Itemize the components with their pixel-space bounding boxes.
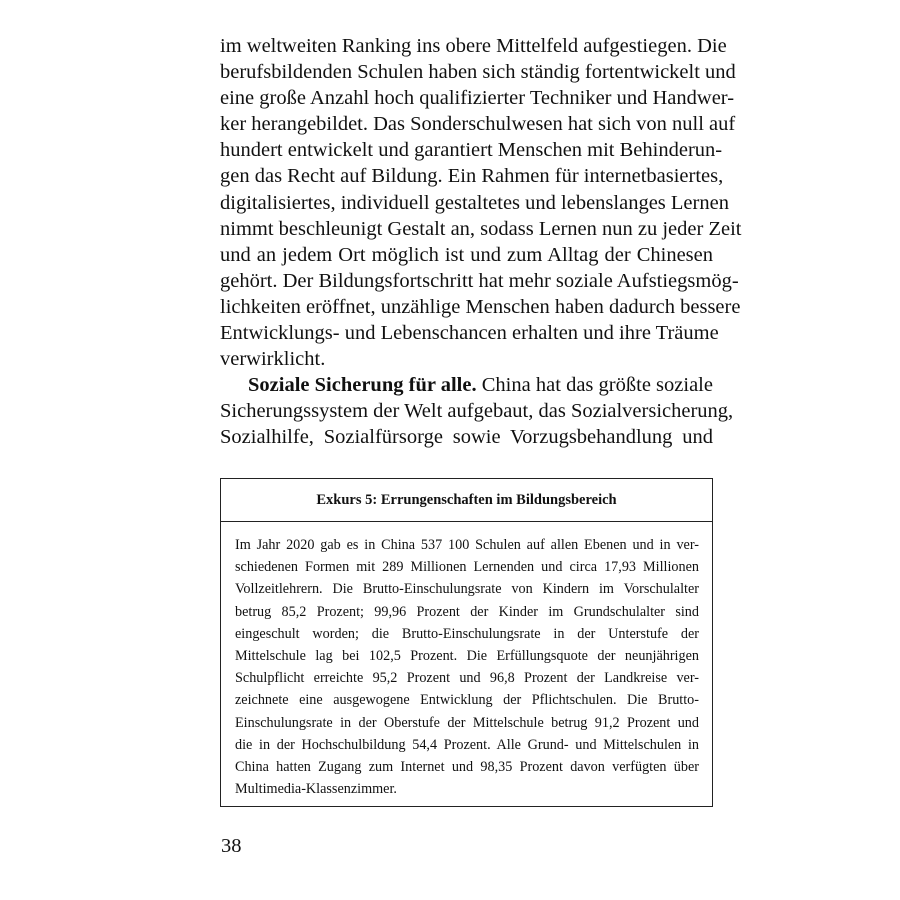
text-line: gehört. Der Bildungsfortschritt hat mehr soziale Aufstiegsmög- (220, 269, 739, 292)
box-text-line: Vollzeitlehrern. Die Brutto-Einschulungsrate von Kindern im Vorschulalter (235, 581, 699, 598)
box-text-line: die in der Hochschulbildung 54,4 Prozent. Alle Grund- und Mittelschulen in (235, 736, 699, 753)
box-text-line: Schulpflicht erreichte 95,2 Prozent und 96,8 Prozent der Landkreise ver- (235, 670, 699, 687)
box-text-line: Mittelschule lag bei 102,5 Prozent. Die Erfüllungsquote der neunjährigen (235, 648, 699, 665)
text-line: verwirklicht. (220, 348, 326, 371)
text-line: gen das Recht auf Bildung. Ein Rahmen für internetbasiertes, (220, 165, 724, 188)
main-paragraphs (220, 33, 742, 451)
excursus-title: Exkurs 5: Errungenschaften im Bildungsbereich (221, 479, 712, 522)
text-line: im weltweiten Ranking ins obere Mittelfeld aufgestiegen. Die (220, 35, 727, 57)
text-line: Entwicklungs- und Lebenschancen erhalten und ihre Träume (220, 322, 719, 345)
text-line: Sozialhilfe, Sozialfürsorge sowie Vorzugsbehandlung und (220, 426, 713, 449)
text-line: nimmt beschleunigt Gestalt an, sodass Lernen nun zu jeder Zeit (220, 217, 742, 240)
section-first-line (220, 372, 713, 398)
text-line: ker herangebildet. Das Sonderschulwesen hat sich von null auf (220, 113, 736, 136)
box-text-line: China hatten Zugang zum Internet und 98,35 Prozent davon verfügten über (235, 759, 699, 776)
section-text: China hat das größte soziale (476, 374, 713, 397)
text-line: Sicherungssystem der Welt aufgebaut, das Sozialversicherung, (220, 400, 734, 423)
excursus-box (220, 478, 713, 807)
box-text-line: schiedenen Formen mit 289 Millionen Lernenden und circa 17,93 Millionen (235, 559, 699, 576)
excursus-body (235, 534, 699, 800)
section-heading: Soziale Sicherung für alle. (248, 374, 477, 397)
text-line: eine große Anzahl hoch qualifizierter Techniker und Handwer- (220, 87, 735, 110)
box-text-line: zeichnete eine ausgewogene Entwicklung der Pflichtschulen. Die Brutto- (235, 692, 699, 709)
box-text-line: Multimedia-Klassenzimmer. (235, 781, 397, 798)
text-line: berufsbildenden Schulen haben sich ständig fortentwickelt und (220, 61, 736, 84)
text-line: und an jedem Ort möglich ist und zum Alltag der Chinesen (220, 243, 713, 266)
text-line: hundert entwickelt und garantiert Menschen mit Behinderun- (220, 139, 723, 162)
text-line: digitalisiertes, individuell gestaltetes und lebenslanges Lernen (220, 191, 729, 214)
box-text-line: Im Jahr 2020 gab es in China 537 100 Schulen auf allen Ebenen und in ver- (235, 537, 699, 553)
text-line: lichkeiten eröffnet, unzählige Menschen haben dadurch bessere (220, 295, 741, 318)
page-number: 38 (221, 835, 242, 857)
box-text-line: eingeschult worden; die Brutto-Einschulungsrate in der Unterstufe der (235, 625, 699, 642)
box-text-line: Einschulungsrate in der Oberstufe der Mittelschule betrug 91,2 Prozent und (235, 714, 699, 731)
box-text-line: betrug 85,2 Prozent; 99,96 Prozent der Kinder im Grundschulalter sind (235, 603, 699, 620)
